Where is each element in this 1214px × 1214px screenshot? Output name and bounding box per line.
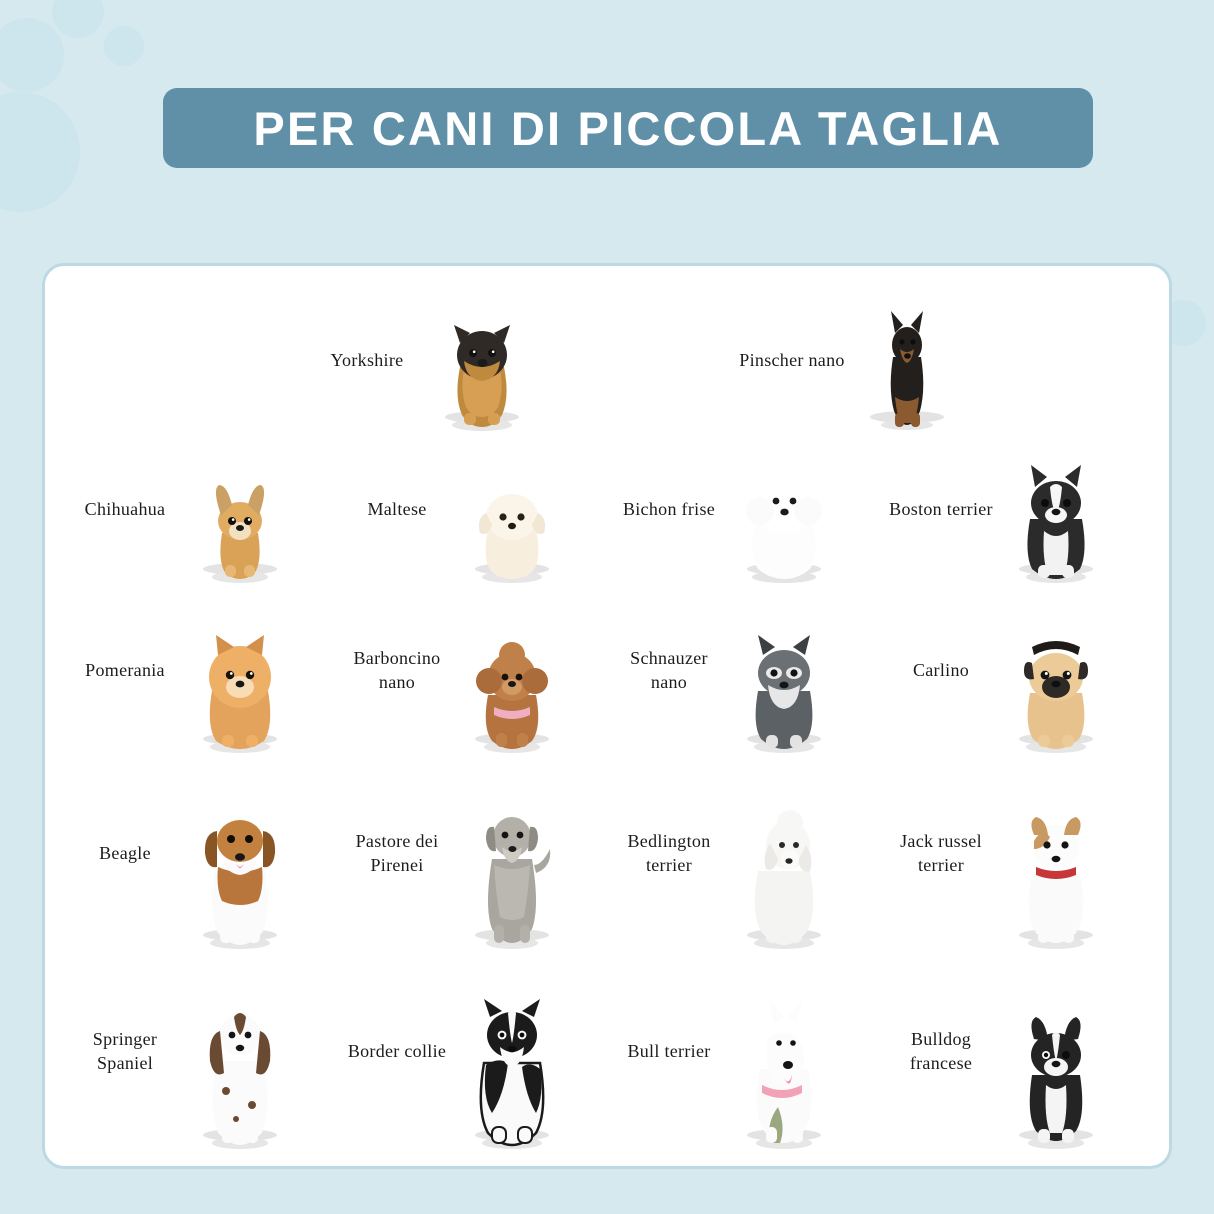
breed-label: Beagle	[99, 842, 151, 863]
breed-label: Schnauzer nano	[630, 647, 708, 692]
breed-label: Pomerania	[85, 659, 165, 680]
breed-label: Yorkshire	[330, 350, 404, 371]
breed-label: Bulldog francese	[909, 1028, 973, 1073]
breed-label: Carlino	[912, 659, 970, 680]
breed-item-barboncino-nano	[335, 585, 607, 755]
beagle-illustration	[181, 755, 299, 951]
maltese-illustration	[453, 433, 571, 585]
breed-item-schnauzer-nano	[607, 585, 879, 755]
breed-item-pastore-dei-pirenei	[335, 755, 607, 951]
toy-poodle-illustration	[453, 585, 571, 755]
breed-item-bedlington-terrier	[607, 755, 879, 951]
breed-item-maltese	[335, 433, 607, 585]
breed-label: Jack russel terrier	[900, 830, 982, 875]
breed-label: Boston terrier	[889, 498, 993, 519]
breed-row	[63, 585, 1151, 755]
breed-label: Border collie	[347, 1040, 447, 1061]
breed-label: Bull terrier	[627, 1040, 711, 1061]
breed-item-pinscher-nano	[726, 288, 1151, 433]
breed-item-boston-terrier	[879, 433, 1151, 585]
breed-row	[63, 433, 1151, 585]
breed-item-bichon-frise	[607, 433, 879, 585]
breed-item-springer-spaniel	[63, 951, 335, 1151]
breed-row	[63, 288, 1151, 433]
breed-row	[63, 951, 1151, 1151]
miniature-schnauzer-illustration	[725, 585, 843, 755]
bichon-frise-illustration	[725, 433, 843, 585]
breed-label: Maltese	[367, 498, 427, 519]
border-collie-illustration	[453, 951, 571, 1151]
pomeranian-illustration	[181, 585, 299, 755]
breed-label: Chihuahua	[84, 498, 166, 519]
breed-label: Barboncino nano	[353, 647, 441, 692]
jack-russell-terrier-illustration	[997, 755, 1115, 951]
background-blob	[0, 18, 64, 92]
pyrenean-shepherd-illustration	[453, 755, 571, 951]
background-blob	[0, 92, 80, 212]
springer-spaniel-illustration	[181, 951, 299, 1151]
french-bulldog-illustration	[997, 951, 1115, 1151]
breed-item-bull-terrier	[607, 951, 879, 1151]
boston-terrier-illustration	[997, 433, 1115, 585]
bull-terrier-illustration	[725, 951, 843, 1151]
breed-item-chihuahua	[63, 433, 335, 585]
breed-chart-card	[42, 263, 1172, 1169]
background-blob	[52, 0, 104, 38]
breed-label: Pastore dei Pirenei	[355, 830, 439, 875]
breed-label: Bichon frise	[622, 498, 716, 519]
chihuahua-illustration	[181, 433, 299, 585]
page-title: PER CANI DI PICCOLA TAGLIA	[253, 101, 1003, 155]
breed-grid	[45, 266, 1169, 1166]
background-blob	[104, 26, 144, 66]
breed-label: Pinscher nano	[739, 350, 845, 371]
breed-row	[63, 755, 1151, 951]
title-banner	[163, 88, 1093, 168]
breed-item-border-collie	[335, 951, 607, 1151]
yorkshire-terrier-illustration	[423, 288, 541, 433]
breed-item-jack-russel-terrier	[879, 755, 1151, 951]
breed-item-yorkshire	[63, 288, 726, 433]
pug-illustration	[997, 585, 1115, 755]
breed-item-pomerania	[63, 585, 335, 755]
breed-item-beagle	[63, 755, 335, 951]
breed-item-carlino	[879, 585, 1151, 755]
miniature-pinscher-illustration	[848, 288, 966, 433]
bedlington-terrier-illustration	[725, 755, 843, 951]
breed-label: Springer Spaniel	[92, 1028, 158, 1073]
breed-label: Bedlington terrier	[627, 830, 711, 875]
breed-item-bulldog-francese	[879, 951, 1151, 1151]
